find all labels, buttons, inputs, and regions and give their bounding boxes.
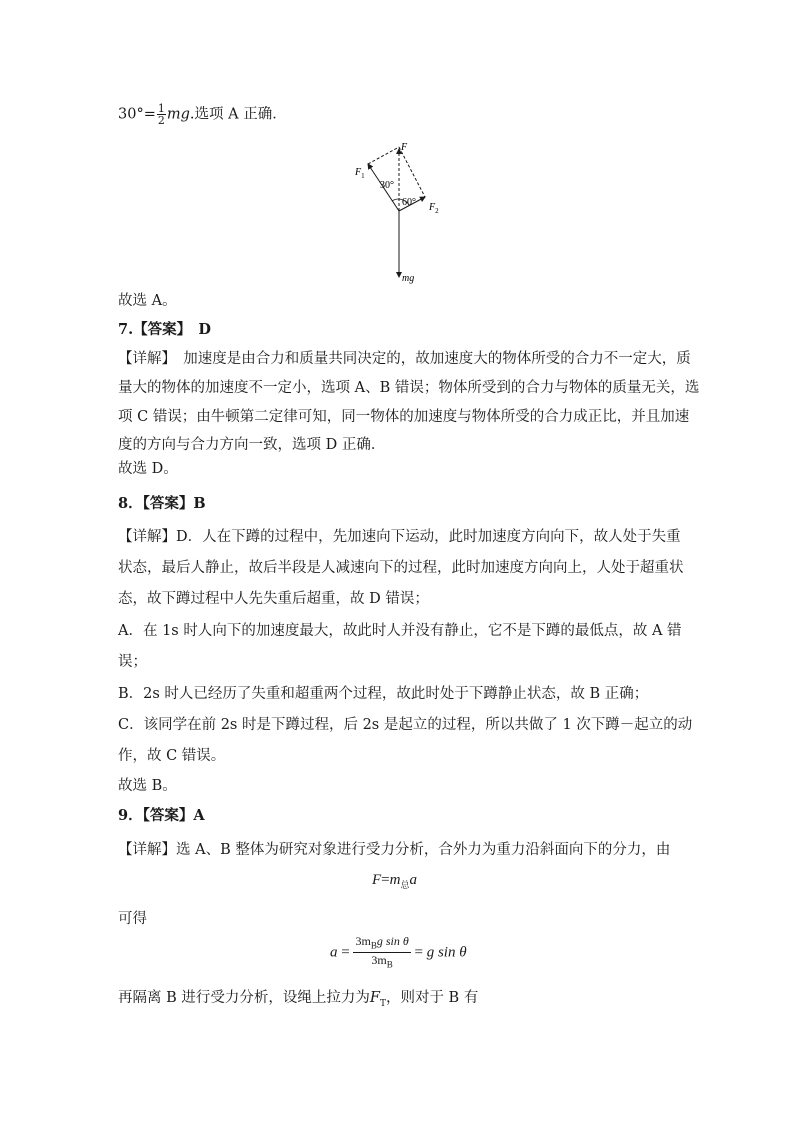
q8-detail-2: 状态，最后人静止，故后半段是人减速向下的过程，此时加速度方向向上，人处于超重状 xyxy=(118,560,684,576)
angle-prefix: 30°= xyxy=(118,106,156,123)
q8-option-a-1: A．在 1s 时人向下的加速度最大，故此时人并没有静止，它不是下蹲的最低点，故 A 错 xyxy=(118,623,682,639)
label-f2: $F_2$ xyxy=(429,202,439,215)
kede-label: 可得 xyxy=(118,911,147,927)
mg-symbol: mg xyxy=(166,106,190,123)
select-a: 故选 A。 xyxy=(118,293,177,309)
q8-option-b: B．2s 时人已经历了失重和超重两个过程，故此时处于下蹲静止状态，故 B 正确； xyxy=(118,686,649,702)
q8-answer: 8．【答案】B xyxy=(118,495,206,512)
option-a-correct: .选项 A 正确． xyxy=(189,106,287,123)
dashed-side-1 xyxy=(368,147,399,164)
label-mg: mg xyxy=(402,273,415,284)
force-diagram xyxy=(345,135,455,285)
q8-option-c-1: C．该同学在前 2s 时是下蹲过程，后 2s 是起立的过程，所以共做了 1 次下蹲－起立的动 xyxy=(118,717,693,733)
q7-detail-1: 【详解】 加速度是由合力和质量共同决定的，故加速度大的物体所受的合力不一定大，质 xyxy=(118,351,691,367)
angle-30-label: 30° xyxy=(380,180,394,191)
acceleration-fraction: $\frac{3m_Bg \sin \theta}{3m_B}$ xyxy=(355,934,409,970)
q7-select: 故选 D。 xyxy=(118,461,178,477)
q8-option-c-2: 作，故 C 错误。 xyxy=(118,748,226,764)
line-30deg-result xyxy=(118,103,678,126)
equation-acceleration: a = $\frac{3m_Bg \sin \theta}{3m_B}$ = g sin θ xyxy=(330,934,467,970)
q8-detail-3: 态，故下蹲过程中人先失重后超重，故 D 错误； xyxy=(118,591,429,607)
q8-select: 故选 B。 xyxy=(118,778,177,794)
q9-last-line: 再隔离 B 进行受力分析，设绳上拉力为$F_T$，则对于 B 有 xyxy=(118,990,479,1009)
q7-detail-3: 项 C 错误；由牛顿第二定律可知，同一物体的加速度与物体所受的合力成正比，并且加速 xyxy=(118,409,690,425)
label-f1: $F_1$ xyxy=(355,167,365,180)
equation-newton: $F=m_总a$ xyxy=(372,872,417,890)
q9-answer: 9．【答案】A xyxy=(118,807,205,824)
fraction-one-half: $\frac{1}{2}$ xyxy=(157,102,165,127)
dashed-side-2 xyxy=(399,147,425,197)
ft-symbol: F xyxy=(369,990,380,1006)
q7-detail-4: 度的方向与合力方向一致，选项 D 正确． xyxy=(118,437,386,453)
q8-option-a-2: 误； xyxy=(118,654,147,670)
label-f: F xyxy=(401,142,408,153)
q9-detail-1: 【详解】选 A、B 整体为研究对象进行受力分析，合外力为重力沿斜面向下的分力，由 xyxy=(118,842,671,858)
angle-60-label: 60° xyxy=(402,197,416,208)
q7-answer: 7.【答案】 D xyxy=(118,321,211,338)
q8-detail-1: 【详解】D．人在下蹲的过程中，先加速向下运动，此时加速度方向向下，故人处于失重 xyxy=(118,529,681,545)
q7-detail-2: 量大的物体的加速度不一定小，选项 A、B 错误；物体所受到的合力与物体的质量无关，选 xyxy=(118,380,700,396)
